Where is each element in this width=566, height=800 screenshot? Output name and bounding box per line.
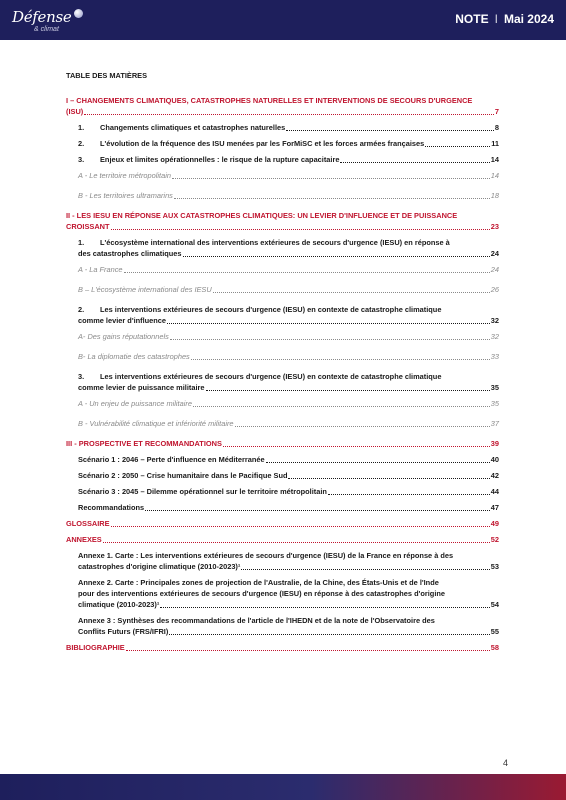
toc-page-number: 39: [490, 439, 499, 448]
dot-leader: [288, 478, 489, 479]
toc-entry-text: B - Les territoires ultramarins: [78, 191, 173, 200]
dot-leader: [84, 114, 494, 115]
toc-page-number: 32: [490, 316, 499, 325]
dot-leader: [213, 292, 490, 293]
logo-main-text: Défense: [12, 8, 72, 26]
toc-entry-number: 1.: [78, 123, 85, 132]
toc-entry-text: A- Des gains réputationnels: [78, 332, 169, 341]
toc-entry-text: B- La diplomatie des catastrophes: [78, 352, 190, 361]
toc-entry-text: B – L'écosystème international des IESU: [78, 285, 212, 294]
toc-entry-number: 2.: [78, 139, 85, 148]
dot-leader: [425, 146, 490, 147]
toc-entry-text: (ISU): [66, 107, 84, 116]
toc-page-number: 7: [494, 107, 499, 116]
toc-entry[interactable]: [66, 95, 499, 117]
logo: [10, 4, 90, 38]
doc-date: Mai 2024: [503, 12, 554, 26]
toc-entry[interactable]: [78, 351, 499, 362]
toc-entry-text: Les interventions extérieures de secours d'urgence (IESU) en contexte de catastrophe climatique: [100, 372, 442, 381]
doc-type: NOTE: [455, 12, 489, 26]
toc-page-number: 35: [490, 399, 499, 408]
toc-entry-text: Enjeux et limites opérationnelles : le risque de la rupture capacitaire: [100, 155, 340, 164]
toc-entry-text: GLOSSAIRE: [66, 519, 110, 528]
toc-entry[interactable]: [78, 502, 499, 513]
dot-leader: [111, 526, 490, 527]
toc-entry-text: BIBLIOGRAPHIE: [66, 643, 125, 652]
toc-page-number: 14: [490, 171, 499, 180]
logo-sub-text: & climat: [34, 26, 59, 33]
toc-page-number: 14: [490, 155, 499, 164]
toc-entry[interactable]: [78, 331, 499, 342]
toc-entry-text: A - Un enjeu de puissance militaire: [78, 399, 192, 408]
toc-entry-text: CROISSANT: [66, 222, 110, 231]
toc-entry[interactable]: [78, 304, 499, 326]
toc-entry[interactable]: [78, 486, 499, 497]
toc-entry[interactable]: [66, 210, 499, 232]
dot-leader: [183, 256, 490, 257]
toc-entry[interactable]: [78, 138, 499, 149]
dot-leader: [340, 162, 489, 163]
dot-leader: [169, 634, 489, 635]
toc-entry-text: comme levier de puissance militaire: [78, 383, 205, 392]
toc-entries: [66, 95, 499, 653]
dot-leader: [167, 323, 490, 324]
toc-entry-text: Changements climatiques et catastrophes naturelles: [100, 123, 286, 132]
dot-leader: [126, 650, 490, 651]
toc-entry-text: Annexe 3 : Synthèses des recommandations de l'article de l'IHEDN et de la note de l'Observatoire des: [78, 616, 435, 625]
page-number: 4: [502, 758, 508, 768]
toc-entry[interactable]: [66, 438, 499, 449]
toc-page-number: 37: [490, 419, 499, 428]
toc-page-number: 40: [490, 455, 499, 464]
toc-entry[interactable]: [78, 237, 499, 259]
dot-leader: [172, 178, 490, 179]
toc-title: TABLE DES MATIÈRES: [66, 71, 148, 80]
page-header: [0, 0, 566, 40]
toc-entry-text: I – CHANGEMENTS CLIMATIQUES, CATASTROPHES NATURELLES ET INTERVENTIONS DE SECOURS D'URGENCE: [66, 96, 473, 105]
toc-entry[interactable]: [66, 518, 499, 529]
toc-entry-number: 3.: [78, 372, 85, 381]
toc-entry[interactable]: [78, 577, 499, 610]
dot-leader: [266, 462, 490, 463]
toc-page-number: 49: [490, 519, 499, 528]
page-footer: [0, 774, 566, 800]
toc-entry-text: A - La France: [78, 265, 123, 274]
toc-entry-text: Annexe 2. Carte : Principales zones de projection de l'Australie, de la Chine, des États-Unis et de l'Inde: [78, 578, 439, 587]
toc-page-number: 11: [491, 139, 499, 148]
toc-entry-text: III - PROSPECTIVE ET RECOMMANDATIONS: [66, 439, 222, 448]
toc-entry[interactable]: [78, 418, 499, 429]
toc-entry[interactable]: [78, 170, 499, 181]
toc-page-number: 24: [490, 265, 499, 274]
toc-entry-text: climatique (2010-2023)¹: [78, 600, 160, 609]
toc-page-number: 58: [490, 643, 499, 652]
toc-page-number: 23: [490, 222, 499, 231]
globe-icon: [74, 9, 83, 18]
toc-entry-text: B - Vulnérabilité climatique et infériorité militaire: [78, 419, 234, 428]
toc-entry-text: Scénario 1 : 2046 – Perte d'influence en Méditerranée: [78, 455, 265, 464]
toc-entry[interactable]: [78, 398, 499, 409]
dot-leader: [191, 359, 490, 360]
toc-entry[interactable]: [78, 284, 499, 295]
toc-entry-text: ANNEXES: [66, 535, 102, 544]
toc-page-number: 44: [490, 487, 499, 496]
toc-page-number: 33: [490, 352, 499, 361]
toc-page-number: 8: [494, 123, 499, 132]
toc-entry-text: Conflits Futurs (FRS/IFRI): [78, 627, 169, 636]
toc-entry-text: catastrophes d'origine climatique (2010-2023)¹: [78, 562, 241, 571]
toc-page-number: 54: [490, 600, 499, 609]
dot-leader: [160, 607, 489, 608]
toc-entry-number: 2.: [78, 305, 85, 314]
toc-page-number: 55: [490, 627, 499, 636]
toc-entry[interactable]: [78, 154, 499, 165]
toc-page-number: 47: [490, 503, 499, 512]
toc-entry[interactable]: [78, 122, 499, 133]
toc-entry-text: L'écosystème international des interventions extérieures de secours d'urgence (IESU) en réponse à: [100, 238, 450, 247]
dot-leader: [145, 510, 490, 511]
toc-page-number: 52: [490, 535, 499, 544]
toc-page-number: 35: [490, 383, 499, 392]
toc-entry-text: Scénario 3 : 2045 – Dilemme opérationnel sur le territoire métropolitain: [78, 487, 327, 496]
dot-leader: [328, 494, 490, 495]
toc-entry[interactable]: [66, 642, 499, 653]
toc-page-number: 26: [490, 285, 499, 294]
toc-entry-text: des catastrophes climatiques: [78, 249, 182, 258]
toc-entry[interactable]: [78, 454, 499, 465]
toc-entry-text: A - Le territoire métropolitain: [78, 171, 171, 180]
toc-page-number: 18: [490, 191, 499, 200]
toc-entry-number: 3.: [78, 155, 85, 164]
toc-entry[interactable]: [78, 550, 499, 572]
toc-entry-text: pour des interventions extérieures de secours d'urgence (IESU) en réponse à des catastrophes d'origine: [78, 589, 445, 598]
toc-entry[interactable]: [78, 615, 499, 637]
toc-entry[interactable]: [66, 534, 499, 545]
header-doc-info: [455, 12, 554, 26]
dot-leader: [103, 542, 490, 543]
toc-entry-text: II - LES IESU EN RÉPONSE AUX CATASTROPHES CLIMATIQUES: UN LEVIER D'INFLUENCE ET DE PUISSANCE: [66, 211, 458, 220]
toc-entry-text: Annexe 1. Carte : Les interventions extérieures de secours d'urgence (IESU) de la France en réponse à des: [78, 551, 454, 560]
header-separator: I: [494, 12, 498, 26]
toc-entry-text: comme levier d'influence: [78, 316, 167, 325]
dot-leader: [206, 390, 490, 391]
toc-entry[interactable]: [78, 371, 499, 393]
toc-entry-text: Les interventions extérieures de secours d'urgence (IESU) en contexte de catastrophe climatique: [100, 305, 442, 314]
dot-leader: [223, 446, 490, 447]
dot-leader: [170, 339, 490, 340]
toc-entry-text: Scénario 2 : 2050 – Crise humanitaire dans le Pacifique Sud: [78, 471, 288, 480]
toc-entry-text: Recommandations: [78, 503, 145, 512]
toc-page-number: 32: [490, 332, 499, 341]
toc-entry[interactable]: [78, 190, 499, 201]
toc-entry[interactable]: [78, 470, 499, 481]
toc-page-number: 53: [490, 562, 499, 571]
toc-entry[interactable]: [78, 264, 499, 275]
toc-page-number: 24: [490, 249, 499, 258]
dot-leader: [235, 426, 490, 427]
dot-leader: [111, 229, 490, 230]
table-of-contents: [66, 70, 499, 658]
dot-leader: [174, 198, 490, 199]
dot-leader: [193, 406, 490, 407]
dot-leader: [124, 272, 490, 273]
dot-leader: [241, 569, 489, 570]
toc-entry-text: L'évolution de la fréquence des ISU menées par les ForMiSC et les forces armées françaises: [100, 139, 425, 148]
toc-page-number: 42: [490, 471, 499, 480]
dot-leader: [286, 130, 494, 131]
toc-entry-number: 1.: [78, 238, 85, 247]
